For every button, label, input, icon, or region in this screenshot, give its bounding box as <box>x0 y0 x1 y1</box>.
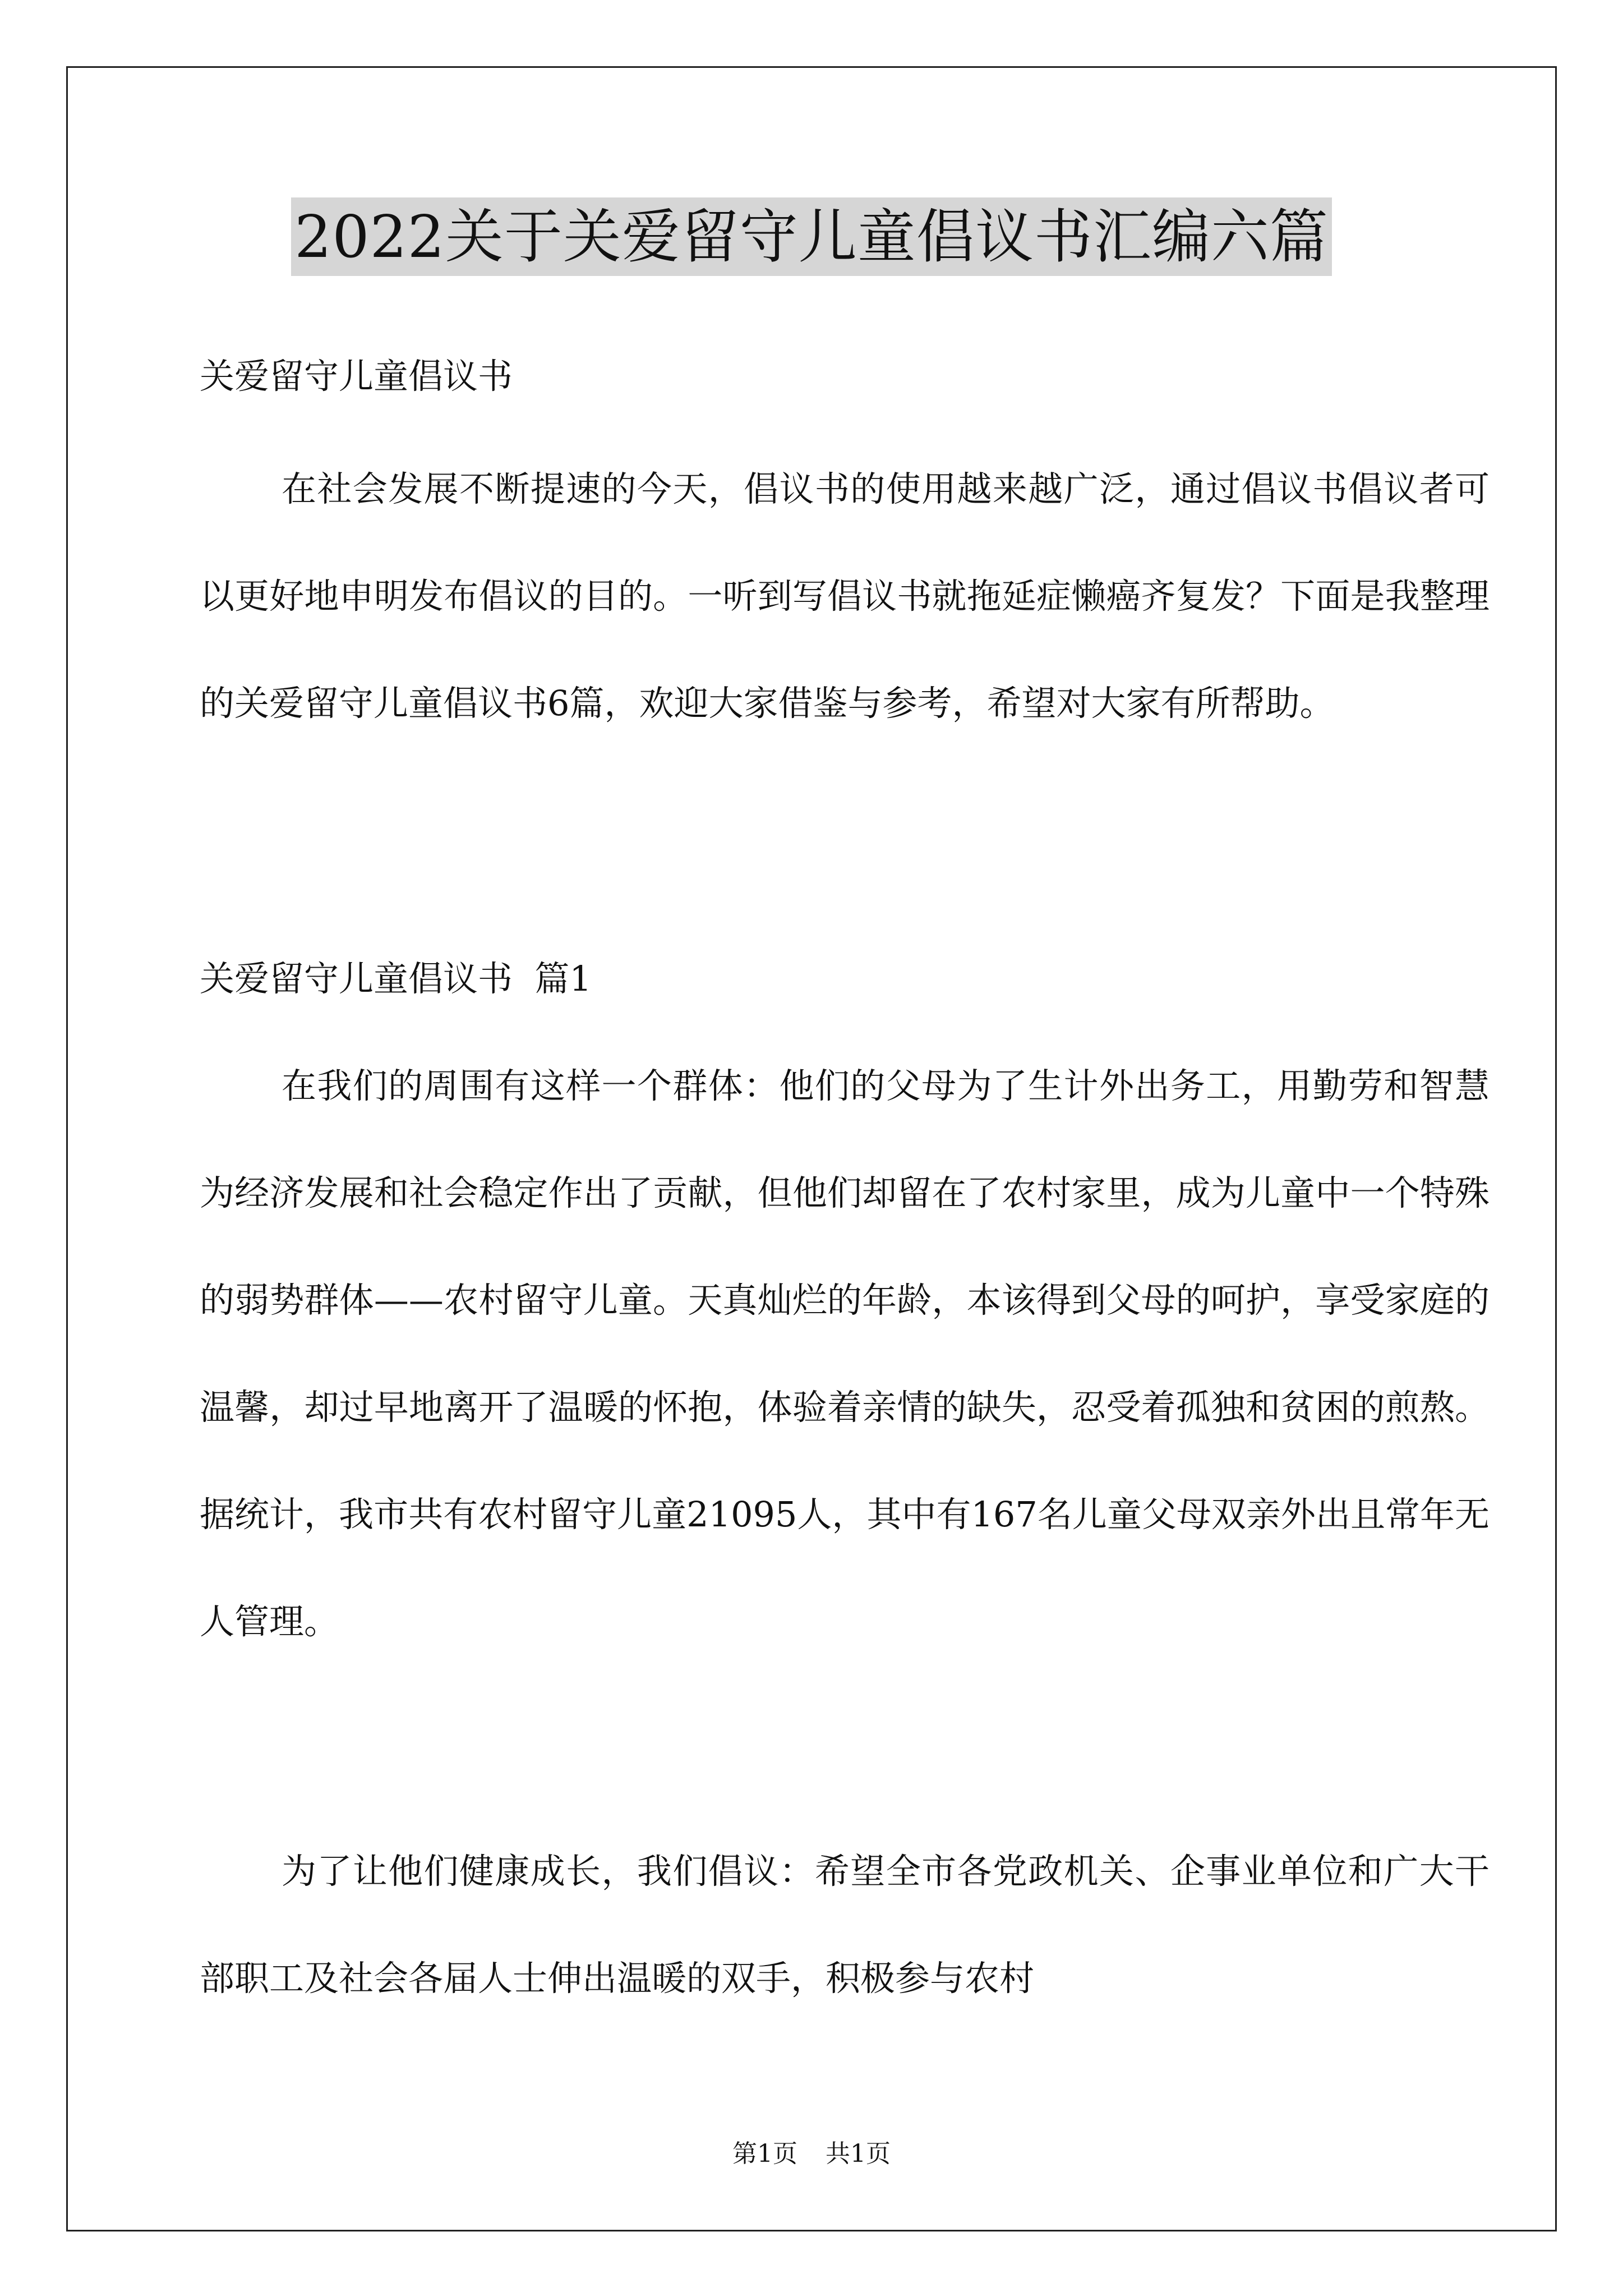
part1-paragraph-1: 在我们的周围有这样一个群体：他们的父母为了生计外出务工，用勤劳和智慧为经济发展和社会稳定作出了贡献，但他们却留在了农村家里，成为儿童中一个特殊的弱势群体——农村留守儿童。天真灿烂的年龄，本该得到父母的呵护，享受家庭的温馨，却过早地离开了温暖的怀抱，体验着亲情的缺失，忍受着孤独和贫困的煎熬。据统计，我市共有农村留守儿童21095人，其中有167名儿童父母双亲外出且常年无人管理。 <box>200 1065 1490 1642</box>
page-total: 共1页 <box>826 2139 891 2168</box>
page-number: 第1页 <box>732 2139 797 2168</box>
intro-paragraph: 在社会发展不断提速的今天，倡议书的使用越来越广泛，通过倡议书倡议者可以更好地申明发布倡议的目的。一听到写倡议书就拖延症懒癌齐复发？下面是我整理的关爱留守儿童倡议书6篇，欢迎大家借鉴与参考，希望对大家有所帮助。 <box>200 468 1490 724</box>
part1-paragraph-2: 为了让他们健康成长，我们倡议：希望全市各党政机关、企事业单位和广大干部职工及社会各届人士伸出温暖的双手，积极参与农村 <box>200 1851 1490 1999</box>
part1-heading: 关爱留守儿童倡议书 篇1 <box>200 958 592 999</box>
title-container <box>0 197 1623 276</box>
page-footer <box>0 2137 1623 2171</box>
document-title: 2022关于关爱留守儿童倡议书汇编六篇 <box>291 197 1332 276</box>
section-heading: 关爱留守儿童倡议书 <box>200 356 513 397</box>
